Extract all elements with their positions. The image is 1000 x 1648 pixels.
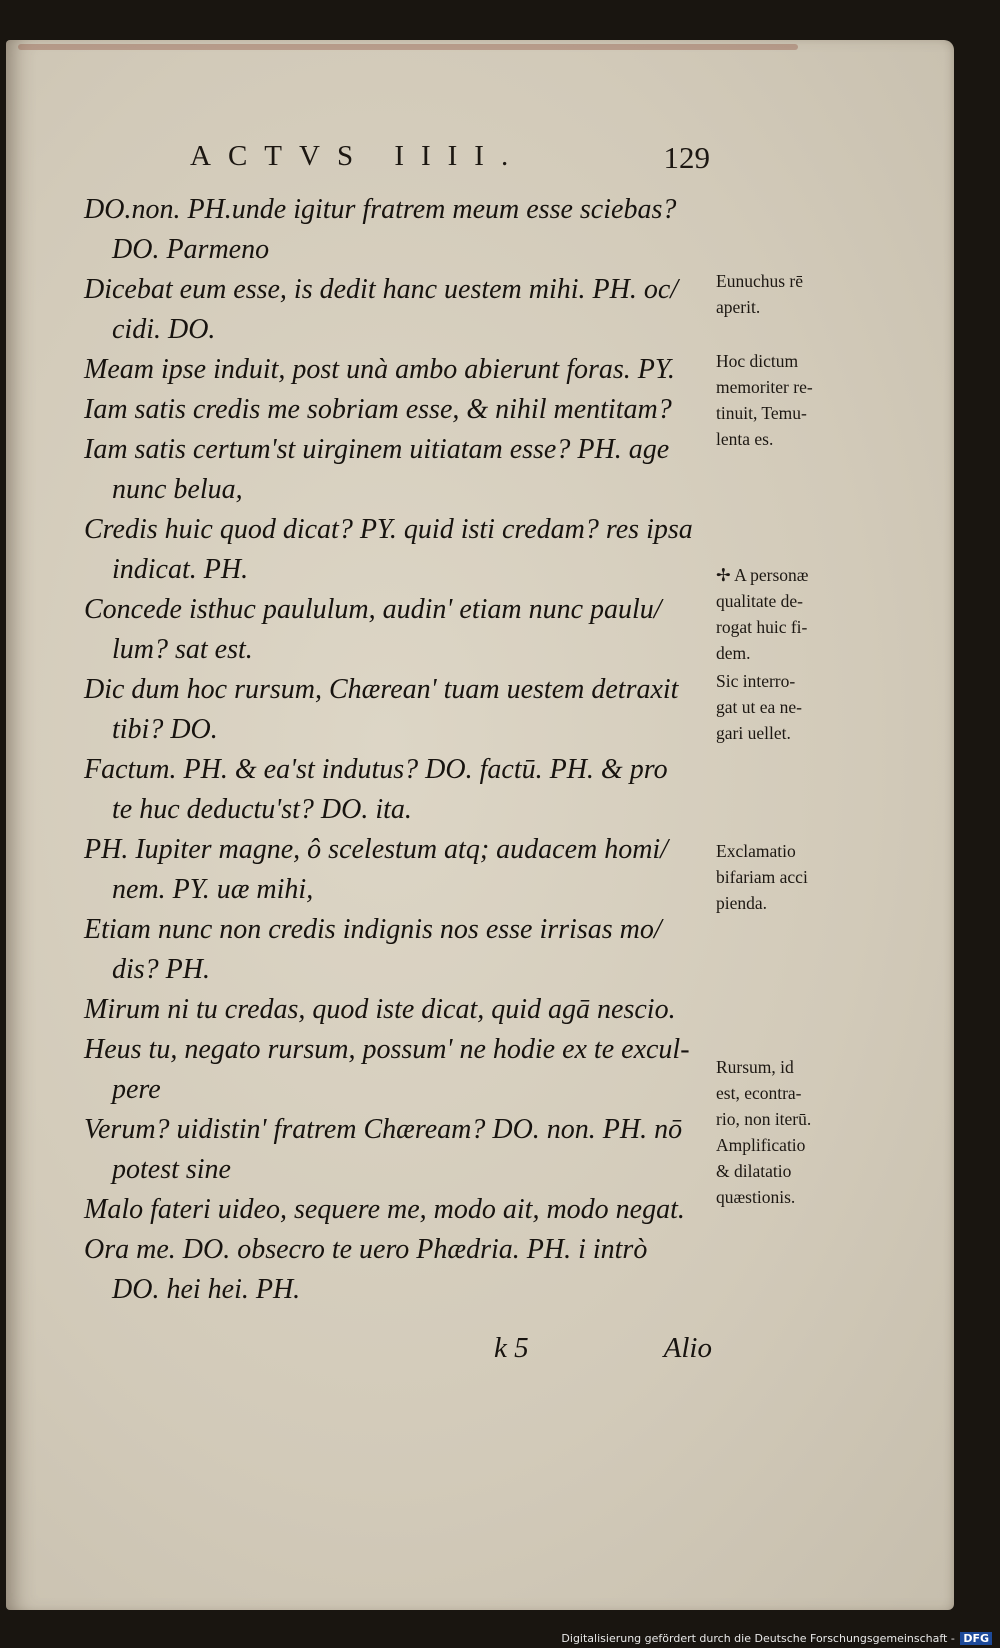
text-line: Dic dum hoc rursum, Chærean' tuam uestem detraxit bbox=[84, 674, 679, 705]
text-line: DO.non. PH.unde igitur fratrem meum esse sciebas? bbox=[84, 194, 677, 225]
digitization-credit bbox=[561, 1632, 992, 1645]
margin-note: Hoc dictum bbox=[716, 351, 799, 371]
margin-note: Rursum, id bbox=[716, 1057, 794, 1077]
text-line: lum? sat est. bbox=[112, 634, 253, 665]
text-line: Credis huic quod dicat? PY. quid isti credam? res ipsa bbox=[84, 514, 693, 545]
main-text bbox=[84, 190, 712, 1310]
margin-note: gari uellet. bbox=[716, 723, 791, 743]
text-line: Heus tu, negato rursum, possum' ne hodie ex te excul- bbox=[84, 1034, 690, 1065]
text-line: Verum? uidistin' fratrem Chæream? DO. non. PH. nō bbox=[84, 1114, 683, 1145]
margin-note: gat ut ea ne- bbox=[716, 697, 802, 717]
page-edge-stain bbox=[18, 44, 798, 50]
text-line: Concede isthuc paululum, audin' etiam nunc paulu/ bbox=[84, 594, 662, 625]
margin-note: dem. bbox=[716, 643, 751, 663]
margin-note: memoriter re- bbox=[716, 377, 813, 397]
catchword: Alio bbox=[663, 1332, 712, 1364]
text-line: Factum. PH. & ea'st indutus? DO. factū. PH. & pro bbox=[84, 754, 668, 785]
text-line: cidi. DO. bbox=[112, 314, 216, 345]
act-title: ACTVS IIII. bbox=[190, 140, 526, 172]
margin-note: aperit. bbox=[716, 297, 761, 317]
text-line: Iam satis credis me sobriam esse, & nihil mentitam? bbox=[84, 394, 672, 425]
text-line: PH. Iupiter magne, ô scelestum atq; audacem homi/ bbox=[84, 834, 668, 865]
margin-note: qualitate de- bbox=[716, 591, 803, 611]
text-line: tibi? DO. bbox=[112, 714, 218, 745]
margin-note: Exclamatio bbox=[716, 841, 796, 861]
running-header bbox=[190, 140, 710, 184]
signature-mark: k 5 bbox=[494, 1332, 529, 1364]
credit-text: Digitalisierung gefördert durch die Deutsche Forschungsgemeinschaft - bbox=[561, 1632, 955, 1645]
margin-note: rogat huic fi- bbox=[716, 617, 808, 637]
text-line: Iam satis certum'st uirginem uitiatam esse? PH. age bbox=[84, 434, 670, 465]
text-line: te huc deductu'st? DO. ita. bbox=[112, 794, 412, 825]
margin-note: Sic interro- bbox=[716, 671, 796, 691]
margin-note: tinuit, Temu- bbox=[716, 403, 807, 423]
text-line: nem. PY. uæ mihi, bbox=[112, 874, 314, 905]
margin-note: & dilatatio bbox=[716, 1161, 792, 1181]
text-line: DO. Parmeno bbox=[112, 234, 270, 265]
page-number: 129 bbox=[663, 140, 710, 175]
margin-note: Amplificatio bbox=[716, 1135, 806, 1155]
text-line: DO. hei hei. PH. bbox=[112, 1274, 301, 1305]
margin-note: Eunuchus rē bbox=[716, 271, 803, 291]
margin-note: ✢ A personæ bbox=[716, 565, 809, 585]
margin-note: est, econtra- bbox=[716, 1083, 802, 1103]
text-line: Meam ipse induit, post unà ambo abierunt foras. PY. bbox=[84, 354, 675, 385]
margin-note: lenta es. bbox=[716, 429, 774, 449]
text-line: indicat. PH. bbox=[112, 554, 249, 585]
text-line: dis? PH. bbox=[112, 954, 210, 985]
margin-note: rio, non iterū. bbox=[716, 1109, 812, 1129]
margin-note: pienda. bbox=[716, 893, 768, 913]
text-line: Ora me. DO. obsecro te uero Phædria. PH. i intrò bbox=[84, 1234, 648, 1265]
text-line: nunc belua, bbox=[112, 474, 243, 505]
dfg-logo-icon: DFG bbox=[960, 1632, 992, 1645]
text-line: Malo fateri uideo, sequere me, modo ait, modo negat. bbox=[84, 1194, 685, 1225]
margin-note: bifariam acci bbox=[716, 867, 808, 887]
text-line: Etiam nunc non credis indignis nos esse irrisas mo/ bbox=[84, 914, 662, 945]
text-line: Mirum ni tu credas, quod iste dicat, quid agā nescio. bbox=[84, 994, 676, 1025]
margin-note: quæstionis. bbox=[716, 1187, 796, 1207]
text-line: potest sine bbox=[112, 1154, 231, 1185]
catchline bbox=[84, 1332, 712, 1376]
text-line: Dicebat eum esse, is dedit hanc uestem mihi. PH. oc/ bbox=[84, 274, 679, 305]
text-line: pere bbox=[112, 1074, 161, 1105]
